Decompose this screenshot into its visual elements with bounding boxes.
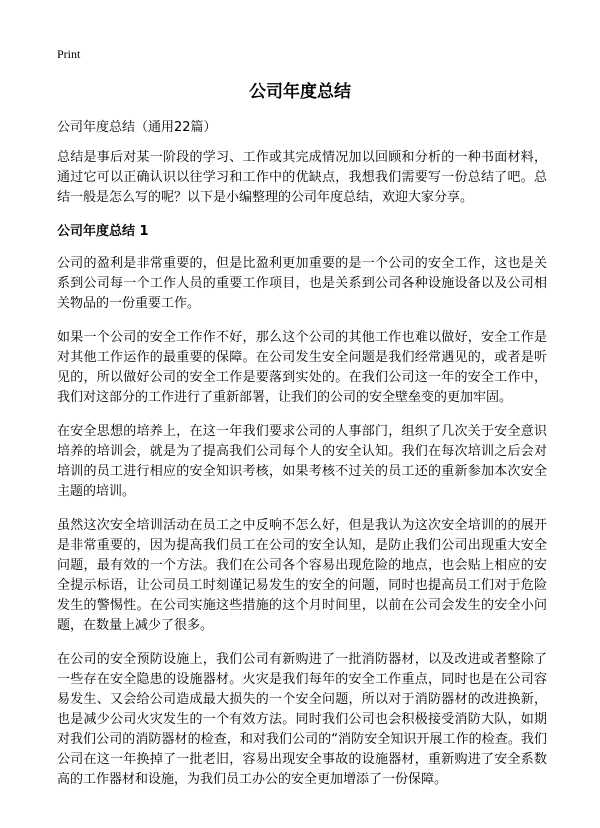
body-paragraph-2: 如果一个公司的安全工作作不好，那么这个公司的其他工作也难以做好，安全工作是对其他工作运作的最重要的保障。在公司发生安全问题是我们经常遇见的，或者是听见的，所以做好公司的安全工作是要落到实处的。在我们公司这一年的安全工作中，我们对这部分的工作进行了重新部署，让我们的公司的安全壁垒变的更加牢固。 <box>57 330 547 405</box>
body-paragraph-3: 在安全思想的培养上，在这一年我们要求公司的人事部门，组织了几次关于安全意识培养的培训会，就是为了提高我们公司每个人的安全认知。我们在每次培训之后会对培训的员工进行相应的安全知识考核，如果考核不过关的员工还的重新参加本次安全主题的培训。 <box>57 424 547 499</box>
document-subtitle: 公司年度总结（通用22篇） <box>57 120 217 135</box>
section-heading: 公司年度总结 1 <box>57 224 149 239</box>
body-paragraph-1: 公司的盈利是非常重要的，但是比盈利更加重要的是一个公司的安全工作，这也是关系到公司每一个工作人员的重要工作项目，也是关系到公司各种设施设备以及公司相关物品的一份重要工作。 <box>57 256 547 311</box>
intro-paragraph: 总结是事后对某一阶段的学习、工作或其完成情况加以回顾和分析的一种书面材料，通过它可以正确认识以往学习和工作中的优缺点，我想我们需要写一份总结了吧。总结一般是怎么写的呢？以下是小编整理的公司年度总结，欢迎大家分享。 <box>57 150 547 205</box>
page-title: 公司年度总结 <box>249 82 351 102</box>
body-paragraph-5: 在公司的安全预防设施上，我们公司有新购进了一批消防器材，以及改进或者整除了一些存在安全隐患的设施器材。火灾是我们每年的安全工作重点，同时也是在公司容易发生、又会给公司造成最大损失的一个安全问题，所以对于消防器材的改进换新，也是减少公司火灾发生的一个有效方法。同时我们公司也会积极接受消防大队，如期对我们公司的消防器材的检查，和对我们公司的“消防安全知识开展工作的检查。我们公司在这一年换掉了一批老旧，容易出现安全事故的设施器材，重新购进了安全系数高的工作器材和设施，为我们员工办公的安全更加增添了一份保障。 <box>57 652 547 787</box>
print-link[interactable]: Print <box>57 47 81 61</box>
body-paragraph-4: 虽然这次安全培训活动在员工之中反响不怎么好，但是我认为这次安全培训的的展开是非常重要的，因为提高我们员工在公司的安全认知，是防止我们公司出现重大安全问题，最有效的一个方法。我们在公司各个容易出现危险的地点，也会贴上相应的安全提示标语，让公司员工时刻谨记易发生的安全的问题，同时也提高员工们对于危险发生的警惕性。在公司实施这些措施的这个月时间里，以前在公司会发生的安全小问题，在数量上减少了很多。 <box>57 518 547 633</box>
document-body <box>57 118 547 804</box>
